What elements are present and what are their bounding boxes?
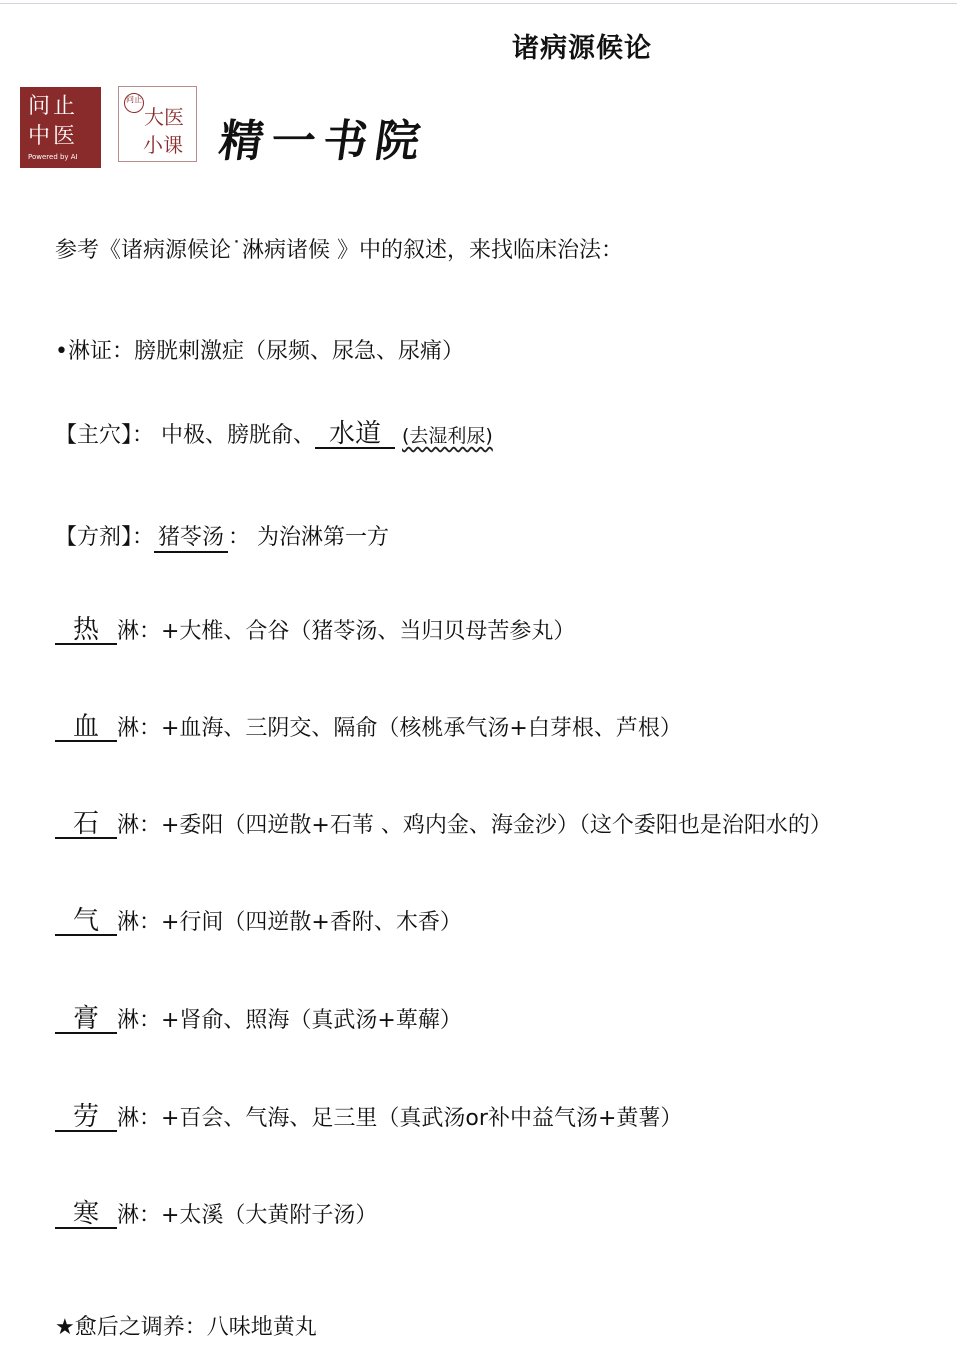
list-item xyxy=(55,1198,377,1229)
type-text: 淋：+行间（四逆散+香附、木香） xyxy=(117,910,462,935)
definition-text: •淋证：膀胱刺激症（尿频、尿急、尿痛） xyxy=(55,339,464,364)
logo2-line-2: 小课 xyxy=(143,133,183,157)
list-item xyxy=(55,614,575,645)
formula-label: 【方剂】： xyxy=(55,525,155,550)
recovery-text: ★愈后之调养：八味地黄丸 xyxy=(55,1315,317,1340)
logo2-line-1: 大医 xyxy=(144,105,184,129)
formula-line xyxy=(55,520,389,553)
type-text: 淋：+太溪（大黄附子汤） xyxy=(117,1203,378,1228)
handwritten-type: 血 xyxy=(55,714,117,742)
type-text: 淋：+百会、气海、足三里（真武汤or补中益气汤+黄薯） xyxy=(117,1106,683,1131)
formula-text: ： 为治淋第一方 xyxy=(228,525,390,550)
logo-line-1: 问止 xyxy=(28,94,79,119)
jingyi-academy-logo: 精一书院 xyxy=(215,116,431,167)
type-text: 淋：+肾俞、照海（真武汤+萆薢） xyxy=(117,1008,462,1033)
wenzhi-logo xyxy=(20,87,101,168)
handwritten-type: 气 xyxy=(55,908,117,936)
handwritten-type: 石 xyxy=(55,811,117,839)
main-points-note: (去湿利尿) xyxy=(402,425,493,447)
list-item xyxy=(55,1003,462,1034)
handwritten-type: 寒 xyxy=(55,1201,117,1229)
type-text: 淋：+血海、三阴交、隔俞（核桃承气汤+白芽根、芦根） xyxy=(117,716,682,741)
main-points-line xyxy=(55,418,493,449)
handwritten-type: 劳 xyxy=(55,1104,117,1132)
list-item xyxy=(55,905,462,936)
type-text: 淋：+大椎、合谷（猪苓汤、当归贝母苦参丸） xyxy=(117,619,576,644)
type-text: 淋：+委阳（四逆散+石苇 、鸡内金、海金沙）（这个委阳也是治阳水的） xyxy=(117,813,832,838)
seal-icon: 问止 xyxy=(124,93,144,113)
dayi-xiaoke-logo xyxy=(118,86,197,162)
list-item xyxy=(55,808,832,839)
page-title: 诸病源候论 xyxy=(512,33,652,64)
handwritten-type: 热 xyxy=(55,617,117,645)
handwritten-zhulingtang: 猪苓汤 xyxy=(154,525,228,553)
main-points-label: 【主穴】： 中极、膀胱俞、 xyxy=(55,423,315,448)
list-item xyxy=(55,1101,682,1132)
logo-powered-text: Powered by AI xyxy=(28,153,78,161)
list-item xyxy=(55,711,682,742)
intro-text: 参考《诸病源候论˙淋病诸候 》中的叙述，来找临床治法： xyxy=(55,238,623,263)
handwritten-type: 膏 xyxy=(55,1006,117,1034)
logo-line-2: 中医 xyxy=(28,124,79,149)
handwritten-shuidao: 水道 xyxy=(315,421,395,449)
top-divider xyxy=(0,3,957,4)
